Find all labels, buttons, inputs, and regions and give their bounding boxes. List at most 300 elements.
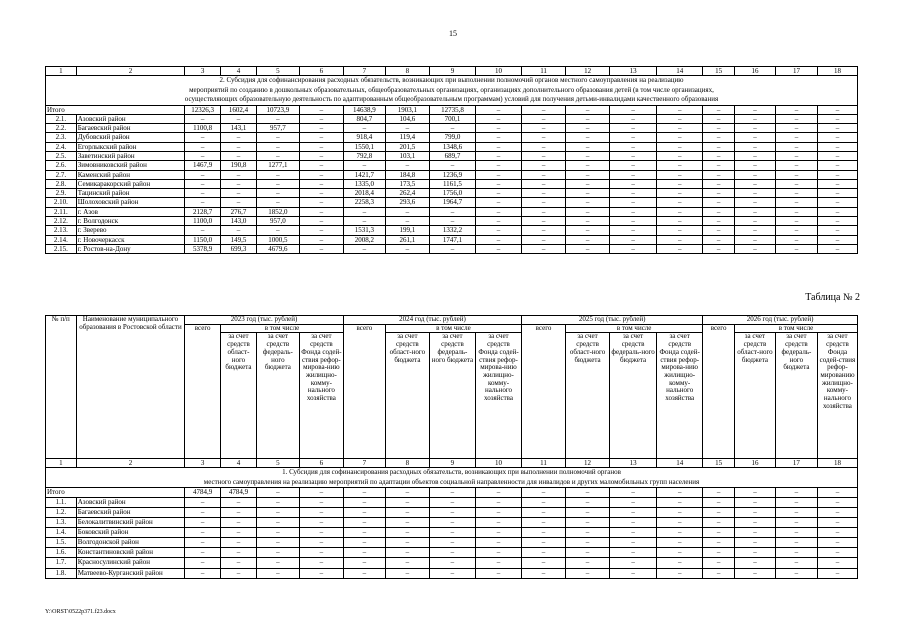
table-row bbox=[46, 528, 858, 538]
cell-value: – bbox=[735, 152, 776, 161]
cell-value: – bbox=[657, 244, 703, 253]
cell-value: – bbox=[475, 207, 521, 216]
cell-value: – bbox=[299, 548, 343, 558]
row-number: 1.7. bbox=[46, 558, 77, 568]
cell-value: 1161,5 bbox=[429, 179, 475, 188]
table-row bbox=[46, 244, 858, 253]
row-name: Зимовниковский район bbox=[76, 161, 185, 170]
cell-value: 199,1 bbox=[385, 226, 429, 235]
cell-value: – bbox=[256, 568, 299, 578]
cell-value: – bbox=[522, 518, 566, 528]
cell-value: – bbox=[185, 198, 221, 207]
column-number: 1 bbox=[46, 67, 77, 76]
cell-value: – bbox=[610, 487, 657, 497]
cell-value: – bbox=[734, 487, 775, 497]
cell-value: – bbox=[566, 548, 610, 558]
cell-value: – bbox=[817, 217, 857, 226]
cell-value: – bbox=[734, 528, 775, 538]
cell-value: – bbox=[429, 487, 475, 497]
cell-value: – bbox=[429, 508, 475, 518]
cell-value: – bbox=[299, 568, 343, 578]
cell-value: – bbox=[657, 508, 703, 518]
cell-value: 149,5 bbox=[221, 235, 257, 244]
cell-value: – bbox=[703, 207, 735, 216]
cell-value: – bbox=[734, 558, 775, 568]
cell-value: – bbox=[221, 189, 257, 198]
cell-value: – bbox=[522, 558, 566, 568]
cell-value: 1550,1 bbox=[343, 142, 385, 151]
cell-value: – bbox=[475, 538, 521, 548]
cell-value: – bbox=[610, 105, 657, 114]
file-path: Y:\ORST\0522p371.f23.docx bbox=[45, 609, 116, 615]
cell-value: 12735,8 bbox=[429, 105, 475, 114]
cell-value: – bbox=[475, 226, 521, 235]
cell-value: – bbox=[657, 497, 703, 507]
cell-value: 1602,4 bbox=[221, 105, 257, 114]
cell-value: – bbox=[299, 152, 343, 161]
cell-value: – bbox=[735, 235, 776, 244]
cell-value: 143,0 bbox=[221, 217, 257, 226]
cell-value: – bbox=[775, 538, 817, 548]
cell-value: – bbox=[475, 508, 521, 518]
cell-value: – bbox=[299, 538, 343, 548]
cell-value: – bbox=[566, 170, 610, 179]
header-name: Наименование муниципального образования в Ростовской области bbox=[76, 316, 185, 459]
cell-value: – bbox=[610, 568, 657, 578]
cell-value: – bbox=[775, 528, 817, 538]
cell-value: – bbox=[703, 538, 735, 548]
cell-value: 10723,9 bbox=[256, 105, 299, 114]
cell-value: – bbox=[735, 207, 776, 216]
cell-value: – bbox=[566, 189, 610, 198]
cell-value: – bbox=[429, 217, 475, 226]
cell-value: – bbox=[475, 179, 521, 188]
cell-value: 918,4 bbox=[343, 133, 385, 142]
cell-value: – bbox=[775, 198, 817, 207]
header-regional: за счет средств област-ного бюджета bbox=[385, 333, 429, 459]
cell-value: – bbox=[256, 170, 299, 179]
cell-value: – bbox=[703, 235, 735, 244]
cell-value: – bbox=[385, 538, 429, 548]
cell-value: – bbox=[221, 568, 257, 578]
cell-value: – bbox=[703, 161, 735, 170]
cell-value: – bbox=[221, 528, 257, 538]
cell-value: – bbox=[475, 244, 521, 253]
header-fund: за счет средств Фонда содей-ствия рефор-мированию жилищно-комму-нального хозяйства bbox=[817, 333, 857, 459]
header-regional: за счет средств област-ного бюджета bbox=[221, 333, 257, 459]
cell-value: – bbox=[735, 133, 776, 142]
cell-value: – bbox=[775, 161, 817, 170]
page-number: 15 bbox=[449, 29, 457, 38]
header-fund: за счет средств Фонда содей-ствия рефор-мирова-нию жилищно-комму-нального хозяйства bbox=[657, 333, 703, 459]
cell-value: – bbox=[429, 207, 475, 216]
cell-value: 2258,3 bbox=[343, 198, 385, 207]
cell-value: – bbox=[299, 161, 343, 170]
cell-value: – bbox=[775, 217, 817, 226]
cell-value: – bbox=[775, 558, 817, 568]
cell-value: 201,5 bbox=[385, 142, 429, 151]
cell-value: – bbox=[299, 105, 343, 114]
cell-value: – bbox=[657, 528, 703, 538]
table-row bbox=[46, 217, 858, 226]
cell-value: – bbox=[385, 548, 429, 558]
cell-value: 957,0 bbox=[256, 217, 299, 226]
cell-value: – bbox=[299, 518, 343, 528]
table-subsidy-2 bbox=[45, 66, 858, 254]
column-number: 9 bbox=[429, 67, 475, 76]
cell-value: – bbox=[522, 244, 566, 253]
cell-value: – bbox=[817, 179, 857, 188]
cell-value: – bbox=[256, 508, 299, 518]
cell-value: – bbox=[221, 548, 257, 558]
cell-value: 1348,6 bbox=[429, 142, 475, 151]
cell-value: – bbox=[566, 161, 610, 170]
column-number: 18 bbox=[817, 459, 857, 468]
header-regional: за счет средств област-ного бюджета bbox=[566, 333, 610, 459]
row-number: 1.6. bbox=[46, 548, 77, 558]
column-number: 12 bbox=[566, 67, 610, 76]
cell-value: – bbox=[817, 558, 857, 568]
cell-value: – bbox=[185, 133, 221, 142]
cell-value: – bbox=[385, 161, 429, 170]
cell-value: – bbox=[657, 133, 703, 142]
row-name: Каменский район bbox=[76, 170, 185, 179]
cell-value: – bbox=[299, 226, 343, 235]
cell-value: – bbox=[299, 217, 343, 226]
cell-value: – bbox=[475, 548, 521, 558]
table-row bbox=[46, 226, 858, 235]
cell-value: – bbox=[657, 114, 703, 123]
cell-value: – bbox=[522, 568, 566, 578]
cell-value: – bbox=[703, 487, 735, 497]
cell-value: – bbox=[185, 152, 221, 161]
cell-value: – bbox=[817, 105, 857, 114]
cell-value: – bbox=[221, 152, 257, 161]
cell-value: – bbox=[522, 207, 566, 216]
cell-value: – bbox=[703, 179, 735, 188]
cell-value: – bbox=[256, 142, 299, 151]
cell-value: – bbox=[657, 207, 703, 216]
cell-value: 276,7 bbox=[221, 207, 257, 216]
column-number: 5 bbox=[256, 67, 299, 76]
section-title-line: местного самоуправления на реализацию мероприятий по адаптации объектов социальной направленности для инвалидов и других маломобильных групп населения bbox=[203, 477, 700, 486]
cell-value: – bbox=[343, 217, 385, 226]
column-number: 3 bbox=[185, 459, 221, 468]
cell-value: – bbox=[657, 124, 703, 133]
cell-value: – bbox=[566, 235, 610, 244]
cell-value: – bbox=[703, 114, 735, 123]
cell-value: – bbox=[299, 207, 343, 216]
row-name: Белокалитвинский район bbox=[76, 518, 185, 528]
table-row bbox=[46, 142, 858, 151]
cell-value: – bbox=[657, 179, 703, 188]
cell-value: – bbox=[221, 518, 257, 528]
cell-value: – bbox=[735, 142, 776, 151]
row-name: Красносулинский район bbox=[76, 558, 185, 568]
cell-value: – bbox=[817, 189, 857, 198]
header-federal: за счет средств федераль-ного бюджета bbox=[610, 333, 657, 459]
row-name: Семикаракорский район bbox=[76, 179, 185, 188]
cell-value: – bbox=[610, 497, 657, 507]
cell-value: – bbox=[817, 207, 857, 216]
header-including: в том числе bbox=[221, 324, 344, 333]
row-name: г. Зверево bbox=[76, 226, 185, 235]
header-federal: за счет средств федераль-ного бюджета bbox=[429, 333, 475, 459]
table-title: Таблица № 2 bbox=[805, 292, 860, 303]
cell-value: – bbox=[566, 487, 610, 497]
table-row bbox=[46, 235, 858, 244]
cell-value: – bbox=[256, 189, 299, 198]
column-number: 10 bbox=[475, 67, 521, 76]
column-number: 8 bbox=[385, 459, 429, 468]
cell-value: – bbox=[735, 179, 776, 188]
column-number: 10 bbox=[475, 459, 521, 468]
column-number: 15 bbox=[703, 459, 735, 468]
header-total: всего bbox=[185, 324, 221, 459]
cell-value: 1100,8 bbox=[185, 124, 221, 133]
column-number: 9 bbox=[429, 459, 475, 468]
cell-value: – bbox=[610, 170, 657, 179]
cell-value: – bbox=[299, 124, 343, 133]
cell-value: – bbox=[256, 487, 299, 497]
table-row bbox=[46, 548, 858, 558]
cell-value: – bbox=[657, 235, 703, 244]
cell-value: 804,7 bbox=[343, 114, 385, 123]
cell-value: – bbox=[817, 161, 857, 170]
cell-value: – bbox=[299, 179, 343, 188]
cell-value: – bbox=[475, 568, 521, 578]
cell-value: – bbox=[522, 508, 566, 518]
cell-value: – bbox=[522, 170, 566, 179]
cell-value: – bbox=[475, 124, 521, 133]
cell-value: – bbox=[735, 170, 776, 179]
cell-value: – bbox=[429, 244, 475, 253]
table-row bbox=[46, 198, 858, 207]
cell-value: – bbox=[775, 548, 817, 558]
cell-value: – bbox=[343, 207, 385, 216]
cell-value: – bbox=[566, 152, 610, 161]
cell-value: – bbox=[475, 114, 521, 123]
cell-value: – bbox=[385, 244, 429, 253]
cell-value: – bbox=[522, 226, 566, 235]
cell-value: – bbox=[522, 189, 566, 198]
section-title-row bbox=[46, 76, 858, 105]
cell-value: – bbox=[703, 568, 735, 578]
row-name: Итого bbox=[46, 487, 185, 497]
cell-value: – bbox=[429, 124, 475, 133]
row-name: Итого bbox=[46, 105, 185, 114]
cell-value: – bbox=[610, 518, 657, 528]
column-number: 15 bbox=[703, 67, 735, 76]
header-fund: за счет средств Фонда содей-ствия рефор-мирова-нию жилищно-комму-нального хозяйства bbox=[475, 333, 521, 459]
cell-value: – bbox=[657, 558, 703, 568]
cell-value: – bbox=[703, 124, 735, 133]
cell-value: – bbox=[610, 548, 657, 558]
cell-value: – bbox=[657, 198, 703, 207]
table-row bbox=[46, 105, 858, 114]
cell-value: – bbox=[817, 487, 857, 497]
section-title-line: 2. Субсидия для софинансирования расходных обязательств, возникающих при выполнении полномочий органов местного самоуправления на реализацию bbox=[219, 76, 684, 85]
cell-value: 1467,9 bbox=[185, 161, 221, 170]
table-row bbox=[46, 558, 858, 568]
header-total: всего bbox=[343, 324, 385, 459]
cell-value: – bbox=[475, 170, 521, 179]
cell-value: 1852,0 bbox=[256, 207, 299, 216]
cell-value: – bbox=[221, 142, 257, 151]
cell-value: 699,3 bbox=[221, 244, 257, 253]
cell-value: – bbox=[522, 548, 566, 558]
cell-value: – bbox=[221, 508, 257, 518]
section-title bbox=[46, 76, 858, 105]
cell-value: – bbox=[566, 508, 610, 518]
header-number: № п/п bbox=[46, 316, 77, 459]
cell-value: 4679,6 bbox=[256, 244, 299, 253]
cell-value: – bbox=[735, 124, 776, 133]
row-name: г. Азов bbox=[76, 207, 185, 216]
header-federal: за счет средств федераль-ного бюджета bbox=[775, 333, 817, 459]
cell-value: – bbox=[475, 142, 521, 151]
cell-value: – bbox=[817, 124, 857, 133]
cell-value: – bbox=[221, 558, 257, 568]
cell-value: 1000,5 bbox=[256, 235, 299, 244]
cell-value: – bbox=[703, 105, 735, 114]
cell-value: – bbox=[703, 170, 735, 179]
row-number: 2.13. bbox=[46, 226, 77, 235]
row-name: Егорлыкский район bbox=[76, 142, 185, 151]
cell-value: – bbox=[522, 152, 566, 161]
header-federal: за счет средств федераль-ного бюджета bbox=[256, 333, 299, 459]
cell-value: – bbox=[703, 558, 735, 568]
cell-value: 1277,1 bbox=[256, 161, 299, 170]
table-row bbox=[46, 487, 858, 497]
header-year-2025: 2025 год (тыс. рублей) bbox=[522, 316, 703, 325]
cell-value: 1332,2 bbox=[429, 226, 475, 235]
cell-value: – bbox=[475, 487, 521, 497]
cell-value: – bbox=[817, 170, 857, 179]
cell-value: – bbox=[475, 217, 521, 226]
table-subsidy-1 bbox=[45, 315, 858, 579]
cell-value: – bbox=[657, 105, 703, 114]
cell-value: 1100,0 bbox=[185, 217, 221, 226]
header-year-2024: 2024 год (тыс. рублей) bbox=[343, 316, 521, 325]
cell-value: – bbox=[775, 179, 817, 188]
header-year-2023: 2023 год (тыс. рублей) bbox=[185, 316, 344, 325]
cell-value: – bbox=[735, 198, 776, 207]
cell-value: – bbox=[657, 152, 703, 161]
column-number: 12 bbox=[566, 459, 610, 468]
cell-value: 1236,9 bbox=[429, 170, 475, 179]
cell-value: – bbox=[299, 133, 343, 142]
cell-value: – bbox=[566, 518, 610, 528]
cell-value: – bbox=[299, 114, 343, 123]
cell-value: – bbox=[185, 142, 221, 151]
cell-value: 2008,2 bbox=[343, 235, 385, 244]
cell-value: – bbox=[775, 170, 817, 179]
cell-value: – bbox=[657, 538, 703, 548]
cell-value: – bbox=[343, 548, 385, 558]
cell-value: – bbox=[610, 179, 657, 188]
cell-value: – bbox=[566, 198, 610, 207]
cell-value: – bbox=[775, 152, 817, 161]
row-name: Багаевский район bbox=[76, 124, 185, 133]
column-number: 3 bbox=[185, 67, 221, 76]
cell-value: – bbox=[256, 518, 299, 528]
cell-value: – bbox=[522, 105, 566, 114]
cell-value: – bbox=[475, 198, 521, 207]
row-number: 2.11. bbox=[46, 207, 77, 216]
cell-value: – bbox=[657, 161, 703, 170]
section-title-line: мероприятий по созданию в дошкольных образовательных, общеобразовательных организациях, организациях дополнительного образования детей (в том числе организациях, bbox=[189, 85, 714, 94]
cell-value: – bbox=[343, 568, 385, 578]
cell-value: – bbox=[385, 568, 429, 578]
row-number: 2.2. bbox=[46, 124, 77, 133]
cell-value: – bbox=[343, 508, 385, 518]
cell-value: – bbox=[703, 518, 735, 528]
cell-value: 103,1 bbox=[385, 152, 429, 161]
cell-value: – bbox=[221, 170, 257, 179]
cell-value: – bbox=[299, 558, 343, 568]
section-title-line: осуществляющих образовательную деятельность по адаптированным общеобразовательным программам) условий для получения детьми-инвалидами качественного образования bbox=[184, 95, 719, 104]
cell-value: – bbox=[256, 133, 299, 142]
section-title-line: 1. Субсидия для софинансирования расходных обязательств, возникающих при выполнении полномочий органов bbox=[282, 468, 621, 477]
cell-value: – bbox=[522, 142, 566, 151]
column-number: 17 bbox=[775, 459, 817, 468]
cell-value: – bbox=[185, 226, 221, 235]
row-number: 2.10. bbox=[46, 198, 77, 207]
cell-value: – bbox=[703, 142, 735, 151]
section-title-row bbox=[46, 468, 858, 487]
row-name: Боковский район bbox=[76, 528, 185, 538]
cell-value: – bbox=[817, 497, 857, 507]
cell-value: – bbox=[775, 189, 817, 198]
column-number: 18 bbox=[817, 67, 857, 76]
cell-value: – bbox=[657, 189, 703, 198]
cell-value: – bbox=[522, 538, 566, 548]
cell-value: – bbox=[610, 207, 657, 216]
cell-value: – bbox=[522, 114, 566, 123]
column-number: 16 bbox=[735, 67, 776, 76]
row-name: Заветинский район bbox=[76, 152, 185, 161]
cell-value: – bbox=[299, 487, 343, 497]
column-number: 4 bbox=[221, 459, 257, 468]
cell-value: – bbox=[566, 133, 610, 142]
cell-value: – bbox=[775, 497, 817, 507]
cell-value: – bbox=[610, 133, 657, 142]
cell-value: – bbox=[610, 528, 657, 538]
cell-value: – bbox=[657, 568, 703, 578]
cell-value: – bbox=[775, 105, 817, 114]
cell-value: – bbox=[657, 548, 703, 558]
column-number: 7 bbox=[343, 459, 385, 468]
cell-value: 1335,0 bbox=[343, 179, 385, 188]
column-number: 5 bbox=[256, 459, 299, 468]
header-regional: за счет средств област-ного бюджета bbox=[734, 333, 775, 459]
row-number: 2.12. bbox=[46, 217, 77, 226]
cell-value: – bbox=[299, 235, 343, 244]
row-number: 1.5. bbox=[46, 538, 77, 548]
row-number: 1.8. bbox=[46, 568, 77, 578]
cell-value: – bbox=[221, 133, 257, 142]
cell-value: – bbox=[475, 105, 521, 114]
table-row bbox=[46, 518, 858, 528]
cell-value: – bbox=[343, 244, 385, 253]
row-number: 2.14. bbox=[46, 235, 77, 244]
cell-value: – bbox=[385, 518, 429, 528]
cell-value: – bbox=[299, 189, 343, 198]
cell-value: – bbox=[429, 518, 475, 528]
cell-value: – bbox=[343, 558, 385, 568]
cell-value: – bbox=[735, 161, 776, 170]
